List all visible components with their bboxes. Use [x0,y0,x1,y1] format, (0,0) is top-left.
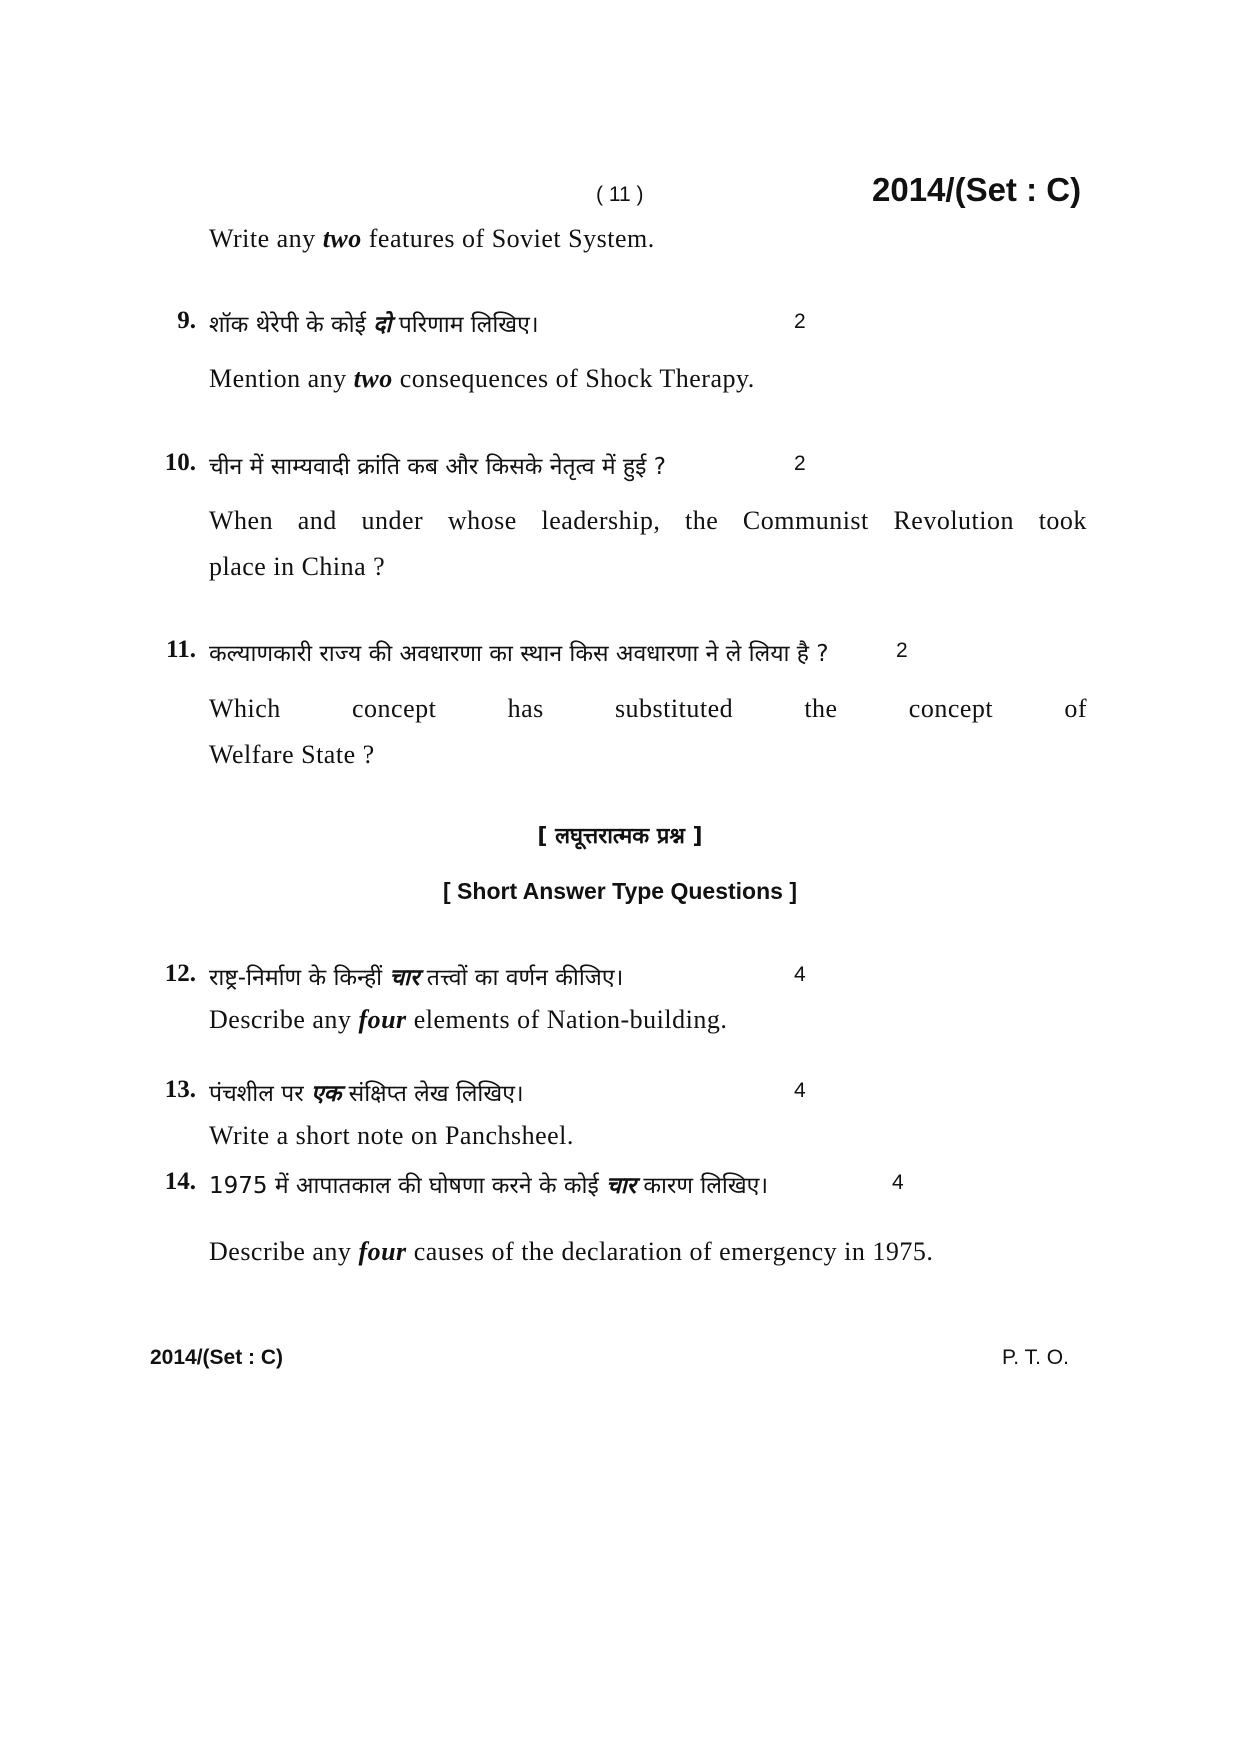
q12-hindi-pre: राष्ट्र-निर्माण के किन्हीं [209,965,390,991]
q10-english-line1 [209,506,1087,536]
page-number: ( 11 ) [596,183,644,206]
q8-english-text [209,224,655,254]
q12-number: 12. [164,960,196,987]
q11-marks: 2 [896,639,908,662]
q13-hindi-emphasis: एक [310,1081,342,1107]
q13-hindi-post: संक्षिप्त लेख लिखिए। [341,1081,524,1107]
q9-hindi-post: परिणाम लिखिए। [391,312,539,338]
word: concept [908,694,994,723]
word: has [507,694,544,723]
q14-english-emphasis: four [358,1237,407,1266]
q10-marks: 2 [794,452,806,475]
q12-marks: 4 [794,963,806,986]
q9-english-pre: Mention any [209,364,354,393]
q13-marks: 4 [794,1079,806,1102]
q10-english-line2: place in China ? [209,552,386,581]
q14-hindi-pre: 1975 में आपातकाल की घोषणा करने के कोई [209,1173,607,1199]
q9-hindi-text [209,307,539,339]
q13-number: 13. [164,1076,196,1103]
q11-hindi-text: कल्याणकारी राज्य की अवधारणा का स्थान किस अवधारणा ने ले लिया है ? [209,641,829,667]
q8-english-pre: Write any [209,224,323,253]
word: leadership, [541,506,661,535]
q14-english-post: causes of the declaration of emergency in 1975. [406,1237,934,1266]
q13-english-text: Write a short note on Panchsheel. [209,1121,574,1150]
q14-english-text [209,1237,933,1267]
q10-hindi-text: चीन में साम्यवादी क्रांति कब और किसके नेतृत्व में हुई ? [209,454,666,480]
word: the [804,694,838,723]
word: the [684,506,719,535]
word: substituted [614,694,734,723]
word: concept [352,694,437,723]
q9-english-emphasis: two [353,364,393,393]
q8-english-emphasis: two [322,224,362,253]
q9-hindi-emphasis: दो [373,312,392,338]
q12-hindi-post: तत्त्वों का वर्णन कीजिए। [419,965,624,991]
q14-hindi-text [209,1168,768,1200]
q9-english-post: consequences of Shock Therapy. [392,364,755,393]
q12-english-emphasis: four [358,1005,407,1034]
q9-english-text [209,364,755,394]
set-label-header: 2014/(Set : C) [872,171,1082,208]
section-heading-hindi: [ लघूत्तरात्मक प्रश्न ] [537,824,703,849]
q14-marks: 4 [892,1171,904,1194]
section-heading-english: [ Short Answer Type Questions ] [443,878,797,904]
word: Which [209,694,281,723]
q12-hindi-text [209,960,623,992]
q11-english-line1 [209,694,1087,724]
word: and [297,506,337,535]
q9-hindi-pre: शॉक थेरेपी के कोई [209,312,374,338]
word: of [1064,694,1087,723]
q12-english-post: elements of Nation-building. [406,1005,728,1034]
q12-hindi-emphasis: चार [389,965,420,991]
word: Communist [742,506,869,535]
footer-set-label: 2014/(Set : C) [150,1346,284,1369]
word: whose [447,506,517,535]
word: When [209,506,274,535]
q11-number: 11. [166,636,196,663]
q11-english-line2: Welfare State ? [209,740,375,769]
q14-number: 14. [164,1168,196,1195]
word: under [361,506,424,535]
q14-hindi-emphasis: चार [606,1173,637,1199]
q13-hindi-pre: पंचशील पर [209,1081,311,1107]
q9-number: 9. [177,307,196,334]
q8-english-post: features of Soviet System. [361,224,655,253]
q14-hindi-post: कारण लिखिए। [636,1173,769,1199]
footer-pto: P. T. O. [1002,1346,1069,1369]
q13-hindi-text [209,1076,524,1108]
word: took [1038,506,1087,535]
q12-english-pre: Describe any [209,1005,359,1034]
q12-english-text [209,1005,727,1035]
q14-english-pre: Describe any [209,1237,359,1266]
word: Revolution [893,506,1015,535]
q10-number: 10. [164,449,196,476]
q9-marks: 2 [794,310,806,333]
